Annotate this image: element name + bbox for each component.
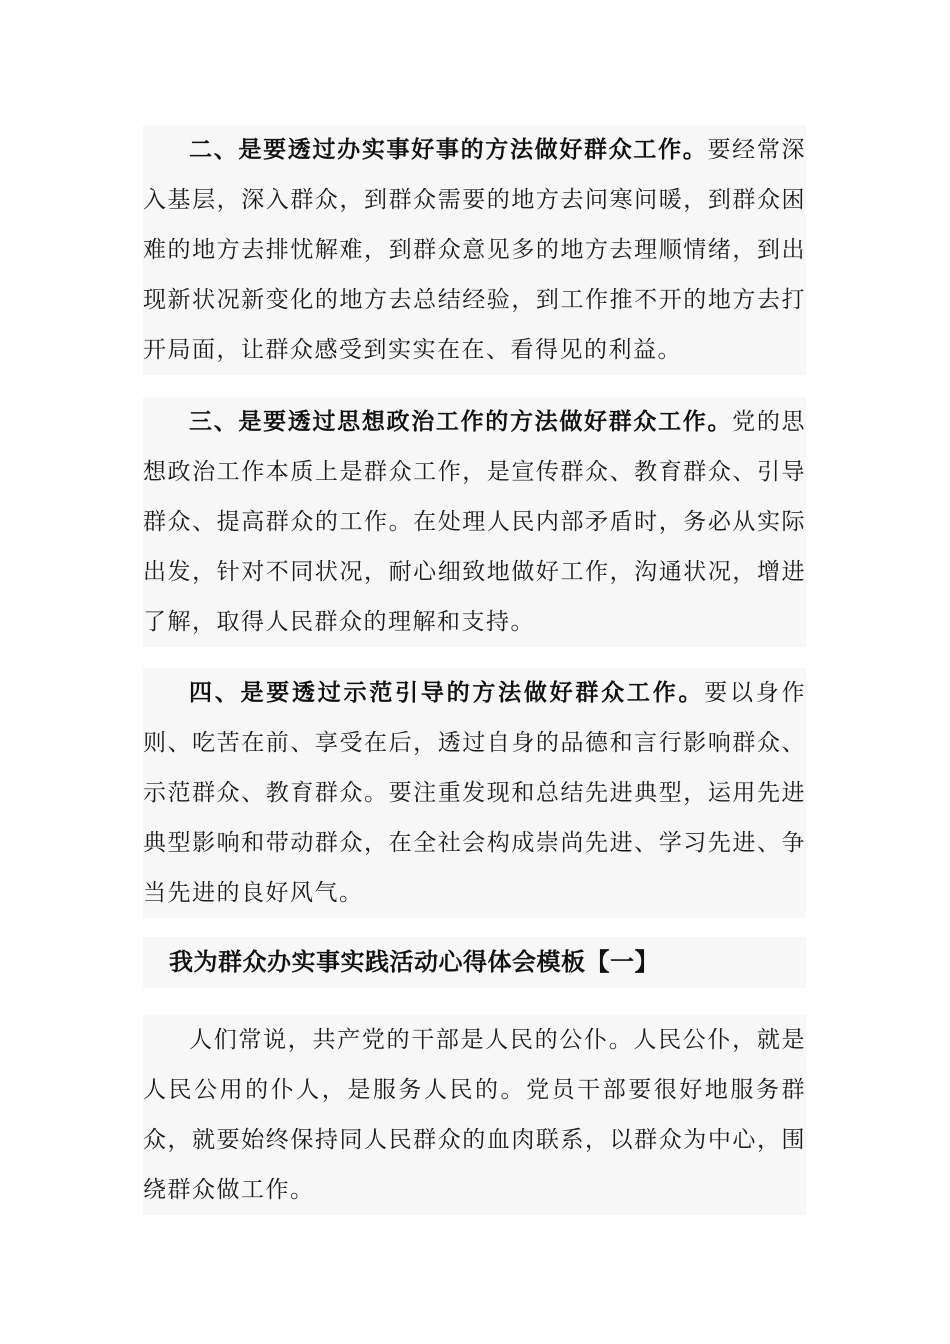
paragraph-2-lead: 二、是要透过办实事好事的方法做好群众工作。 (189, 136, 708, 163)
closing-paragraph: 人们常说，共产党的干部是人民的公仆。人民公仆，就是人民公用的仆人，是服务人民的。党员干部要很好地服务群众，就要始终保持同人民群众的血肉联系，以群众为中心，围绕群众做工作。 (143, 1027, 806, 1203)
paragraph-2-body: 要经常深入基层，深入群众，到群众需要的地方去问寒问暖，到群众困难的地方去排忧解难，到群众意见多的地方去理顺情绪，到出现新状况新变化的地方去总结经验，到工作推不开的地方去打开局面，让群众感受到实实在在、看得见的利益。 (143, 137, 806, 363)
paragraph-3 (143, 397, 806, 647)
section-heading: 我为群众办实事实践活动心得体会模板【一】 (169, 948, 659, 976)
paragraph-3-lead: 三、是要透过思想政治工作的方法做好群众工作。 (189, 408, 733, 435)
paragraph-4-lead: 四、是要透过示范引导的方法做好群众工作。 (189, 679, 705, 706)
paragraph-2 (143, 125, 806, 375)
closing-paragraph-block (143, 1015, 806, 1215)
paragraph-3-body: 党的思想政治工作本质上是群众工作，是宣传群众、教育群众、引导群众、提高群众的工作。在处理人民内部矛盾时，务必从实际出发，针对不同状况，耐心细致地做好工作，沟通状况，增进了解，取得人民群众的理解和支持。 (143, 409, 806, 635)
paragraph-3-block (143, 397, 806, 647)
section-heading-block (143, 937, 806, 988)
paragraph-4 (143, 668, 806, 918)
paragraph-2-block (143, 125, 806, 375)
paragraph-4-body: 要以身作则、吃苦在前、享受在后，透过自身的品德和言行影响群众、示范群众、教育群众。要注重发现和总结先进典型，运用先进典型影响和带动群众，在全社会构成崇尚先进、学习先进、争当先进的良好风气。 (143, 680, 807, 906)
paragraph-4-block (143, 668, 806, 918)
